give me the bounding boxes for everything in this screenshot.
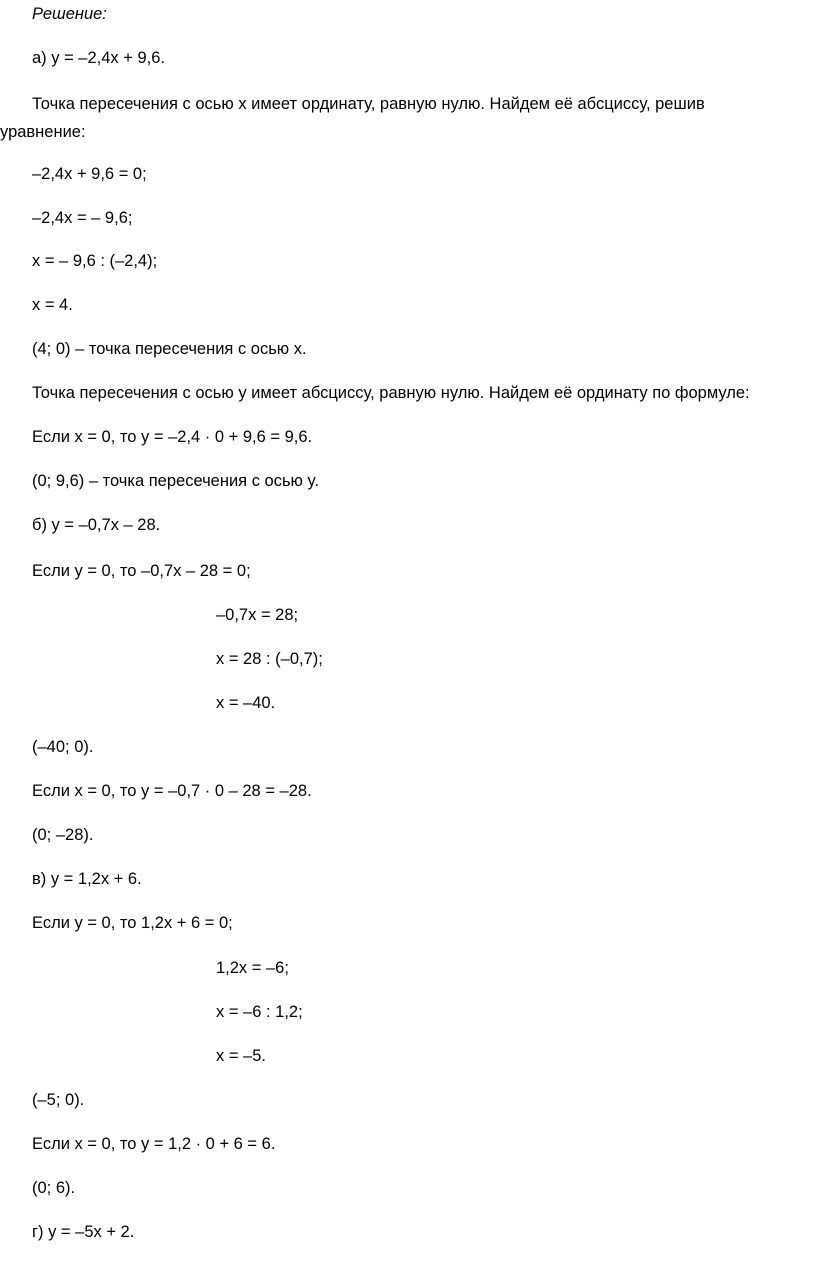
part-a-point-1: (4; 0) – точка пересечения с осью x.	[32, 340, 307, 358]
part-a-paragraph-1-line-1: Точка пересечения с осью x имеет ординату, равную нулю. Найдем её абсциссу, решив	[32, 95, 705, 113]
part-a-step-2: –2,4x = – 9,6;	[32, 209, 133, 227]
part-a-step-3: x = – 9,6 : (–2,4);	[32, 252, 158, 270]
part-b-point-2: (0; –28).	[32, 826, 94, 844]
part-v-if-y-zero: Если y = 0, то 1,2x + 6 = 0;	[32, 914, 233, 932]
part-v-step-2: 1,2x = –6;	[216, 959, 289, 977]
part-b-step-2: –0,7x = 28;	[216, 606, 299, 624]
part-b-point-1: (–40; 0).	[32, 738, 94, 756]
part-a-paragraph-1-line-2: уравнение:	[0, 123, 86, 141]
part-b-equation: б) y = –0,7x – 28.	[32, 516, 161, 534]
part-a-step-1: –2,4x + 9,6 = 0;	[32, 165, 147, 183]
part-a-equation: а) y = –2,4x + 9,6.	[32, 49, 165, 67]
part-a-paragraph-2: Точка пересечения с осью y имеет абсциссу, равную нулю. Найдем её ординату по формуле:	[32, 384, 750, 402]
part-v-step-3: x = –6 : 1,2;	[216, 1003, 303, 1021]
part-a-point-2: (0; 9,6) – точка пересечения с осью y.	[32, 472, 320, 490]
part-g-equation: г) y = –5x + 2.	[32, 1223, 135, 1241]
part-a-if-x-zero: Если x = 0, то y = –2,4 · 0 + 9,6 = 9,6.	[32, 428, 313, 446]
part-b-step-4: x = –40.	[216, 694, 276, 712]
part-v-equation: в) y = 1,2x + 6.	[32, 870, 142, 888]
part-a-step-4: x = 4.	[32, 296, 73, 314]
part-b-step-3: x = 28 : (–0,7);	[216, 650, 323, 668]
part-v-point-1: (–5; 0).	[32, 1091, 85, 1109]
part-v-point-2: (0; 6).	[32, 1179, 76, 1197]
solution-heading: Решение:	[32, 5, 107, 23]
part-b-if-x-zero: Если x = 0, то y = –0,7 · 0 – 28 = –28.	[32, 782, 312, 800]
part-b-if-y-zero: Если y = 0, то –0,7x – 28 = 0;	[32, 562, 251, 580]
part-v-if-x-zero: Если x = 0, то y = 1,2 · 0 + 6 = 6.	[32, 1135, 276, 1153]
part-v-step-4: x = –5.	[216, 1047, 266, 1065]
